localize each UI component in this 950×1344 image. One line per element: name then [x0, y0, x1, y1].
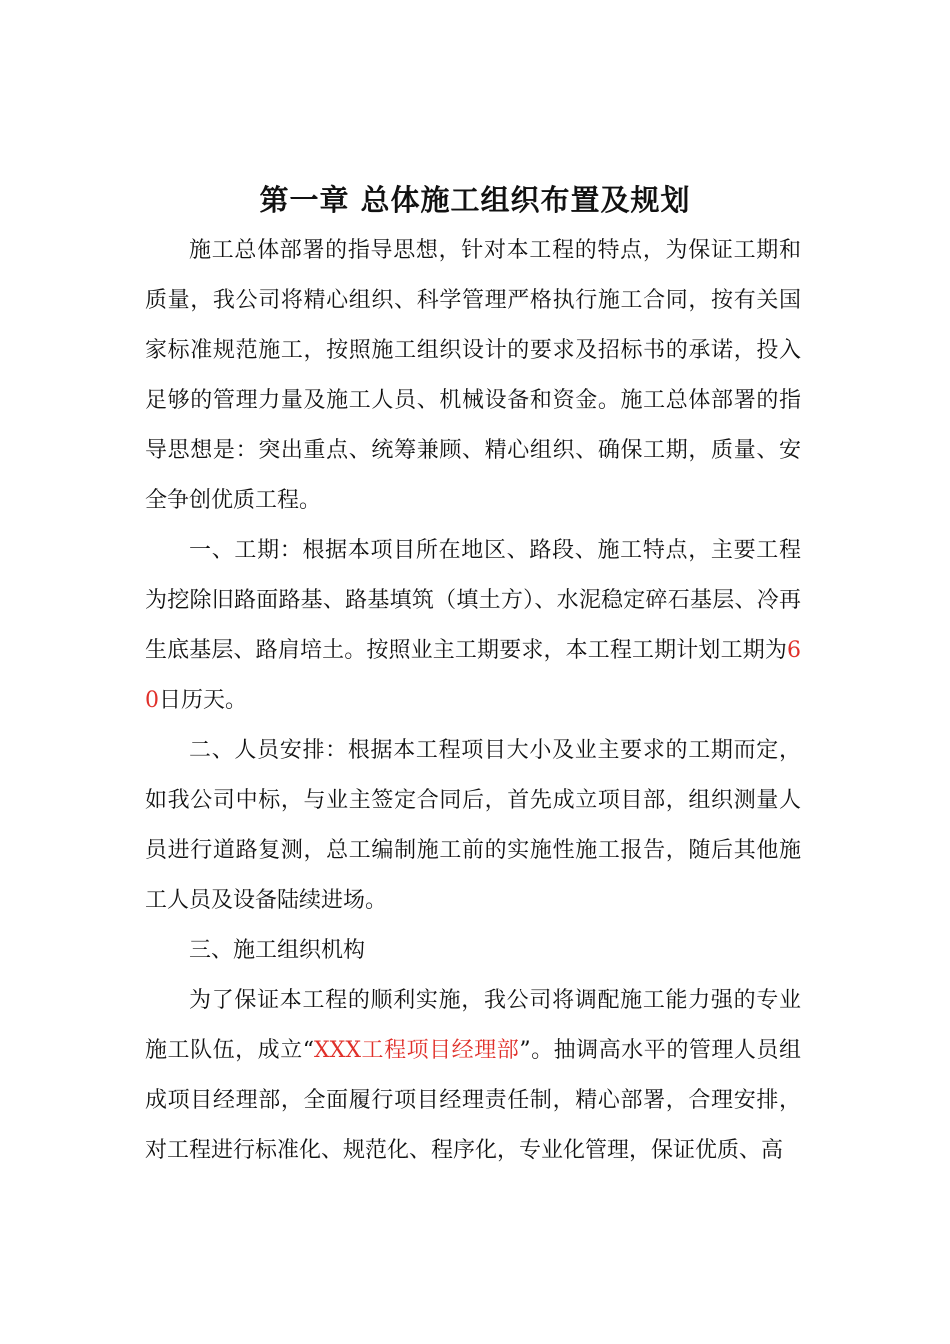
paragraph-text: 日历天。: [159, 688, 248, 713]
chapter-title: 第一章 总体施工组织布置及规划: [259, 183, 691, 217]
paragraph-staffing: 二、人员安排：根据本工程项目大小及业主要求的工期而定，如我公司中标，与业主签定合同后，首先成立项目部，组织测量人员进行道路复测，总工编制施工前的实施性施工报告，随后其他施工人员及设备陆续进场。: [145, 738, 801, 913]
highlighted-days-value: 60: [145, 638, 801, 713]
paragraph-organization: [145, 976, 801, 1176]
document-body: [145, 226, 801, 1176]
section-heading-organization: 三、施工组织机构: [189, 938, 366, 963]
paragraph-text: ”。抽调高水平的管理人员组成项目经理部，全面履行项目经理责任制，精心部署，合理安排，对工程进行标准化、规范化、程序化，专业化管理，保证优质、高: [145, 1038, 802, 1163]
highlighted-department-name: XXX工程项目经理部: [314, 1038, 520, 1063]
paragraph-construction-period: [145, 526, 801, 726]
paragraph-text: 一、工期：根据本项目所在地区、路段、施工特点，主要工程为挖除旧路面路基、路基填筑（填土方）、水泥稳定碎石基层、冷再生底基层、路肩培土。按照业主工期要求，本工程工期计划工期为: [145, 538, 801, 663]
paragraph-guiding-ideology: 施工总体部署的指导思想，针对本工程的特点，为保证工期和质量，我公司将精心组织、科学管理严格执行施工合同，按有关国家标准规范施工，按照施工组织设计的要求及招标书的承诺，投入足够的管理力量及施工人员、机械设备和资金。施工总体部署的指导思想是：突出重点、统筹兼顾、精心组织、确保工期，质量、安全争创优质工程。: [145, 238, 801, 513]
paragraph-text: 为了保证本工程的顺利实施，我公司将调配施工能力强的专业施工队伍，成立“: [145, 988, 801, 1063]
